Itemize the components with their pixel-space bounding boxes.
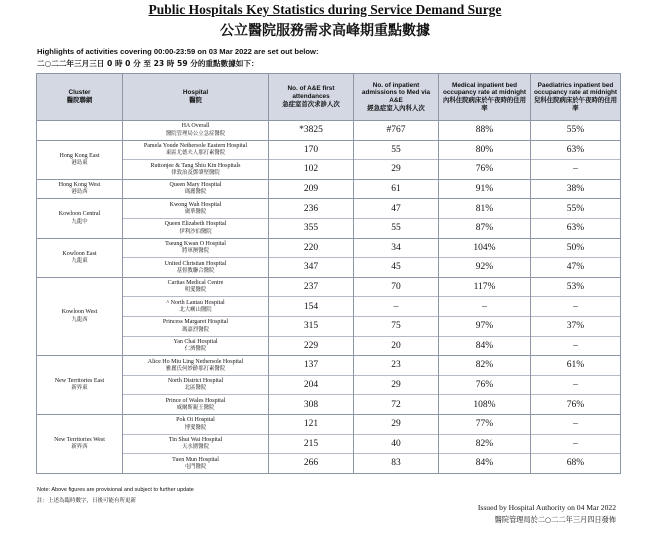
issued-by-en: Issued by Hospital Authority on 04 Mar 2022: [477, 503, 616, 512]
table-row: [37, 121, 621, 141]
ae-cell: 215: [269, 434, 354, 454]
footnote-zh: 註：上述為臨時數字，日後可能有所更新: [37, 498, 137, 504]
paediatrics-occupancy-cell: 37%: [531, 316, 621, 336]
table-row: [37, 434, 621, 454]
ae-cell: 154: [269, 297, 354, 317]
ae-cell: *3825: [269, 121, 354, 141]
hospital-cell: Ruttonjee & Tang Shiu Kin Hospitals 律敦治及鄧肇堅醫院: [123, 160, 269, 180]
header-cluster: Cluster 醫院聯網: [37, 74, 123, 121]
hospital-cell: United Christian Hospital 基督教聯合醫院: [123, 258, 269, 278]
paediatrics-occupancy-cell: –: [531, 160, 621, 180]
table-row: [37, 277, 621, 297]
cluster-cell: New Territories West 新界西: [37, 414, 123, 473]
admissions-cell: 29: [354, 375, 439, 395]
admissions-cell: 29: [354, 160, 439, 180]
ae-cell: 170: [269, 140, 354, 160]
ae-cell: 308: [269, 395, 354, 415]
medical-occupancy-cell: 108%: [439, 395, 531, 415]
cluster-cell: [37, 121, 123, 141]
paediatrics-occupancy-cell: –: [531, 434, 621, 454]
cluster-cell: Kowloon Central 九龍中: [37, 199, 123, 238]
table-row: [37, 414, 621, 434]
paediatrics-occupancy-cell: –: [531, 336, 621, 356]
ae-cell: 236: [269, 199, 354, 219]
paediatrics-occupancy-cell: 76%: [531, 395, 621, 415]
admissions-cell: 55: [354, 140, 439, 160]
admissions-cell: 61: [354, 179, 439, 199]
hospital-cell: Queen Mary Hospital 瑪麗醫院: [123, 179, 269, 199]
header-hospital: Hospital 醫院: [123, 74, 269, 121]
table-row: [37, 336, 621, 356]
admissions-cell: 29: [354, 414, 439, 434]
admissions-cell: –: [354, 297, 439, 317]
medical-occupancy-cell: 88%: [439, 121, 531, 141]
ae-cell: 204: [269, 375, 354, 395]
paediatrics-occupancy-cell: 63%: [531, 218, 621, 238]
admissions-cell: 75: [354, 316, 439, 336]
medical-occupancy-cell: 91%: [439, 179, 531, 199]
ae-cell: 229: [269, 336, 354, 356]
highlights-text-en: Highlights of activities covering 00:00-23:59 on 03 Mar 2022 are set out below:: [37, 47, 319, 56]
admissions-cell: 45: [354, 258, 439, 278]
paediatrics-occupancy-cell: 68%: [531, 454, 621, 474]
cluster-cell: Kowloon West 九龍西: [37, 277, 123, 355]
ae-cell: 121: [269, 414, 354, 434]
paediatrics-occupancy-cell: 55%: [531, 199, 621, 219]
admissions-cell: 23: [354, 356, 439, 376]
cluster-cell: Kowloon East 九龍東: [37, 238, 123, 277]
ae-cell: 266: [269, 454, 354, 474]
hospital-cell: Pok Oi Hospital 博愛醫院: [123, 414, 269, 434]
paediatrics-occupancy-cell: –: [531, 375, 621, 395]
table-header-row: [37, 74, 621, 121]
ae-cell: 237: [269, 277, 354, 297]
ae-cell: 347: [269, 258, 354, 278]
admissions-cell: 55: [354, 218, 439, 238]
medical-occupancy-cell: 76%: [439, 160, 531, 180]
ae-cell: 102: [269, 160, 354, 180]
header-admissions: No. of inpatient admissions to Med via A&E 經急症室入內科人次: [354, 74, 439, 121]
table-row: [37, 199, 621, 219]
admissions-cell: 70: [354, 277, 439, 297]
medical-occupancy-cell: 92%: [439, 258, 531, 278]
table-row: [37, 316, 621, 336]
admissions-cell: 83: [354, 454, 439, 474]
medical-occupancy-cell: 81%: [439, 199, 531, 219]
ae-cell: 209: [269, 179, 354, 199]
table-row: [37, 179, 621, 199]
paediatrics-occupancy-cell: 47%: [531, 258, 621, 278]
hospital-cell: Tuen Mun Hospital 屯門醫院: [123, 454, 269, 474]
hospital-cell: HA Overall 醫院管理局公立急症醫院: [123, 121, 269, 141]
hospital-cell: Tseung Kwan O Hospital 將軍澳醫院: [123, 238, 269, 258]
medical-occupancy-cell: 77%: [439, 414, 531, 434]
hospital-cell: Queen Elizabeth Hospital 伊利沙伯醫院: [123, 218, 269, 238]
medical-occupancy-cell: 104%: [439, 238, 531, 258]
medical-occupancy-cell: 84%: [439, 454, 531, 474]
paediatrics-occupancy-cell: 50%: [531, 238, 621, 258]
statistics-table: [36, 73, 621, 474]
medical-occupancy-cell: 82%: [439, 356, 531, 376]
footnote-en: Note: Above figures are provisional and subject to further update: [37, 487, 194, 493]
paediatrics-occupancy-cell: 61%: [531, 356, 621, 376]
hospital-cell: Pamela Youde Nethersole Eastern Hospital 東區尤德夫人那打素醫院: [123, 140, 269, 160]
medical-occupancy-cell: 82%: [439, 434, 531, 454]
ae-cell: 220: [269, 238, 354, 258]
table-row: [37, 238, 621, 258]
table-row: [37, 356, 621, 376]
header-medical-occupancy: Medical inpatient bed occupancy rate at midnight 內科住院病床於午夜時的住用率: [439, 74, 531, 121]
table-row: [37, 395, 621, 415]
hospital-cell: ^ North Lantau Hospital 北大嶼山醫院: [123, 297, 269, 317]
table-row: [37, 160, 621, 180]
hospital-cell: Yan Chai Hospital 仁濟醫院: [123, 336, 269, 356]
cluster-cell: New Territories East 新界東: [37, 356, 123, 415]
table-row: [37, 297, 621, 317]
medical-occupancy-cell: 80%: [439, 140, 531, 160]
medical-occupancy-cell: 87%: [439, 218, 531, 238]
medical-occupancy-cell: 117%: [439, 277, 531, 297]
admissions-cell: 34: [354, 238, 439, 258]
hospital-cell: Caritas Medical Centre 明愛醫院: [123, 277, 269, 297]
admissions-cell: 72: [354, 395, 439, 415]
medical-occupancy-cell: 76%: [439, 375, 531, 395]
header-ae-attendances: No. of A&E first attendances 急症室首次求診人次: [269, 74, 354, 121]
table-row: [37, 258, 621, 278]
ae-cell: 137: [269, 356, 354, 376]
paediatrics-occupancy-cell: 53%: [531, 277, 621, 297]
hospital-cell: Tin Shui Wai Hospital 天水圍醫院: [123, 434, 269, 454]
hospital-cell: Prince of Wales Hospital 威爾斯親王醫院: [123, 395, 269, 415]
issued-by-zh: 醫院管理局於二○二二年三月四日發佈: [494, 515, 616, 524]
medical-occupancy-cell: 84%: [439, 336, 531, 356]
cluster-cell: Hong Kong West 港島西: [37, 179, 123, 199]
admissions-cell: 47: [354, 199, 439, 219]
ae-cell: 315: [269, 316, 354, 336]
page-title-en: Public Hospitals Key Statistics during Service Demand Surge: [148, 2, 502, 17]
table-row: [37, 140, 621, 160]
admissions-cell: 40: [354, 434, 439, 454]
table-row: [37, 454, 621, 474]
admissions-cell: 20: [354, 336, 439, 356]
medical-occupancy-cell: 97%: [439, 316, 531, 336]
hospital-cell: Kwong Wah Hospital 廣華醫院: [123, 199, 269, 219]
hospital-cell: North District Hospital 北區醫院: [123, 375, 269, 395]
hospital-cell: Alice Ho Miu Ling Nethersole Hospital 雅麗氏何妙齡那打素醫院: [123, 356, 269, 376]
page-title-zh: 公立醫院服務需求高峰期重點數據: [220, 23, 430, 39]
table-row: [37, 218, 621, 238]
header-paediatrics-occupancy: Paediatrics inpatient bed occupancy rate at midnight 兒科住院病床於午夜時的住用率: [531, 74, 621, 121]
highlights-text-zh: 二○二二年三月三日 0 時 0 分 至 23 時 59 分的重點數據如下：: [37, 59, 259, 68]
table-row: [37, 375, 621, 395]
paediatrics-occupancy-cell: 38%: [531, 179, 621, 199]
hospital-cell: Princess Margaret Hospital 瑪嘉烈醫院: [123, 316, 269, 336]
paediatrics-occupancy-cell: 63%: [531, 140, 621, 160]
paediatrics-occupancy-cell: 55%: [531, 121, 621, 141]
paediatrics-occupancy-cell: –: [531, 297, 621, 317]
cluster-cell: Hong Kong East 港島東: [37, 140, 123, 179]
medical-occupancy-cell: –: [439, 297, 531, 317]
admissions-cell: #767: [354, 121, 439, 141]
ae-cell: 355: [269, 218, 354, 238]
paediatrics-occupancy-cell: –: [531, 414, 621, 434]
